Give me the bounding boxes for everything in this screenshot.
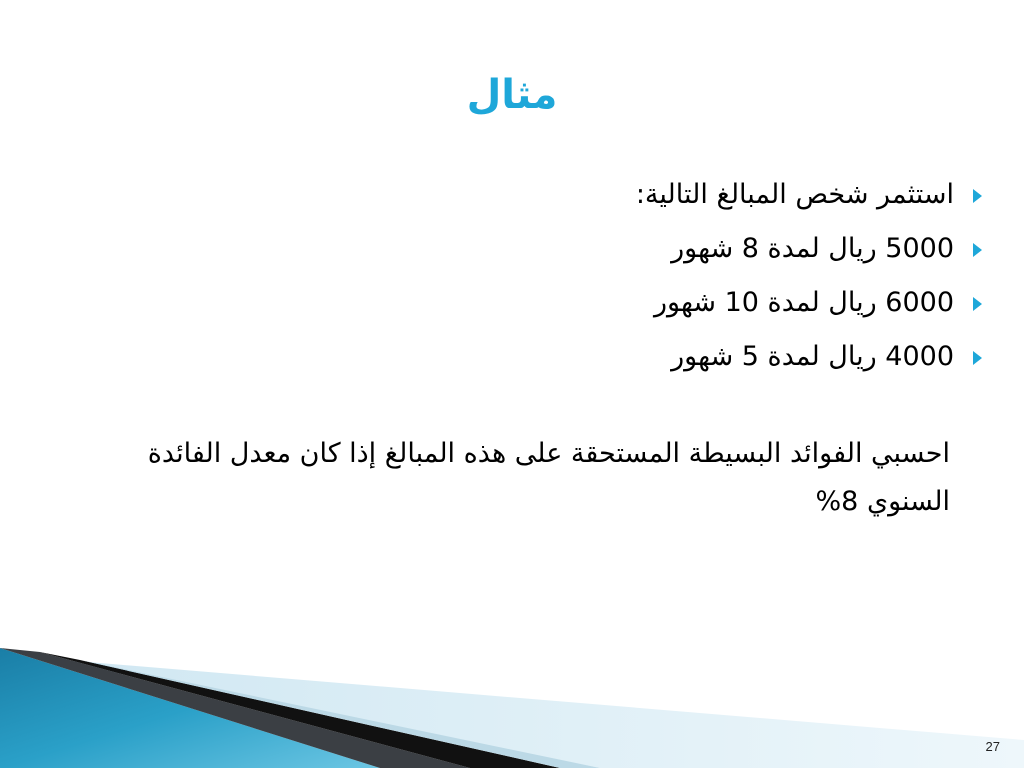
bullet-text: 4000 ريال لمدة 5 شهور [671,341,954,372]
triangle-bullet-icon [973,243,982,257]
bullet-item [394,280,954,334]
bullet-text: استثمر شخص المبالغ التالية: [635,179,954,210]
triangle-bullet-icon [973,297,982,311]
slide-title: مثال [466,72,558,118]
bullet-text: 5000 ريال لمدة 8 شهور [671,233,954,264]
decorative-swoosh [0,630,1024,768]
bullet-item [394,172,954,226]
question-paragraph: احسبي الفوائد البسيطة المستحقة على هذه المبالغ إذا كان معدل الفائدة السنوي 8% [147,438,950,517]
triangle-bullet-icon [973,189,982,203]
bullet-item [394,334,954,388]
bullet-list [394,172,954,388]
bullet-text: 6000 ريال لمدة 10 شهور [653,287,954,318]
triangle-bullet-icon [973,351,982,365]
page-number: 27 [985,739,1000,754]
bullet-item [394,226,954,280]
